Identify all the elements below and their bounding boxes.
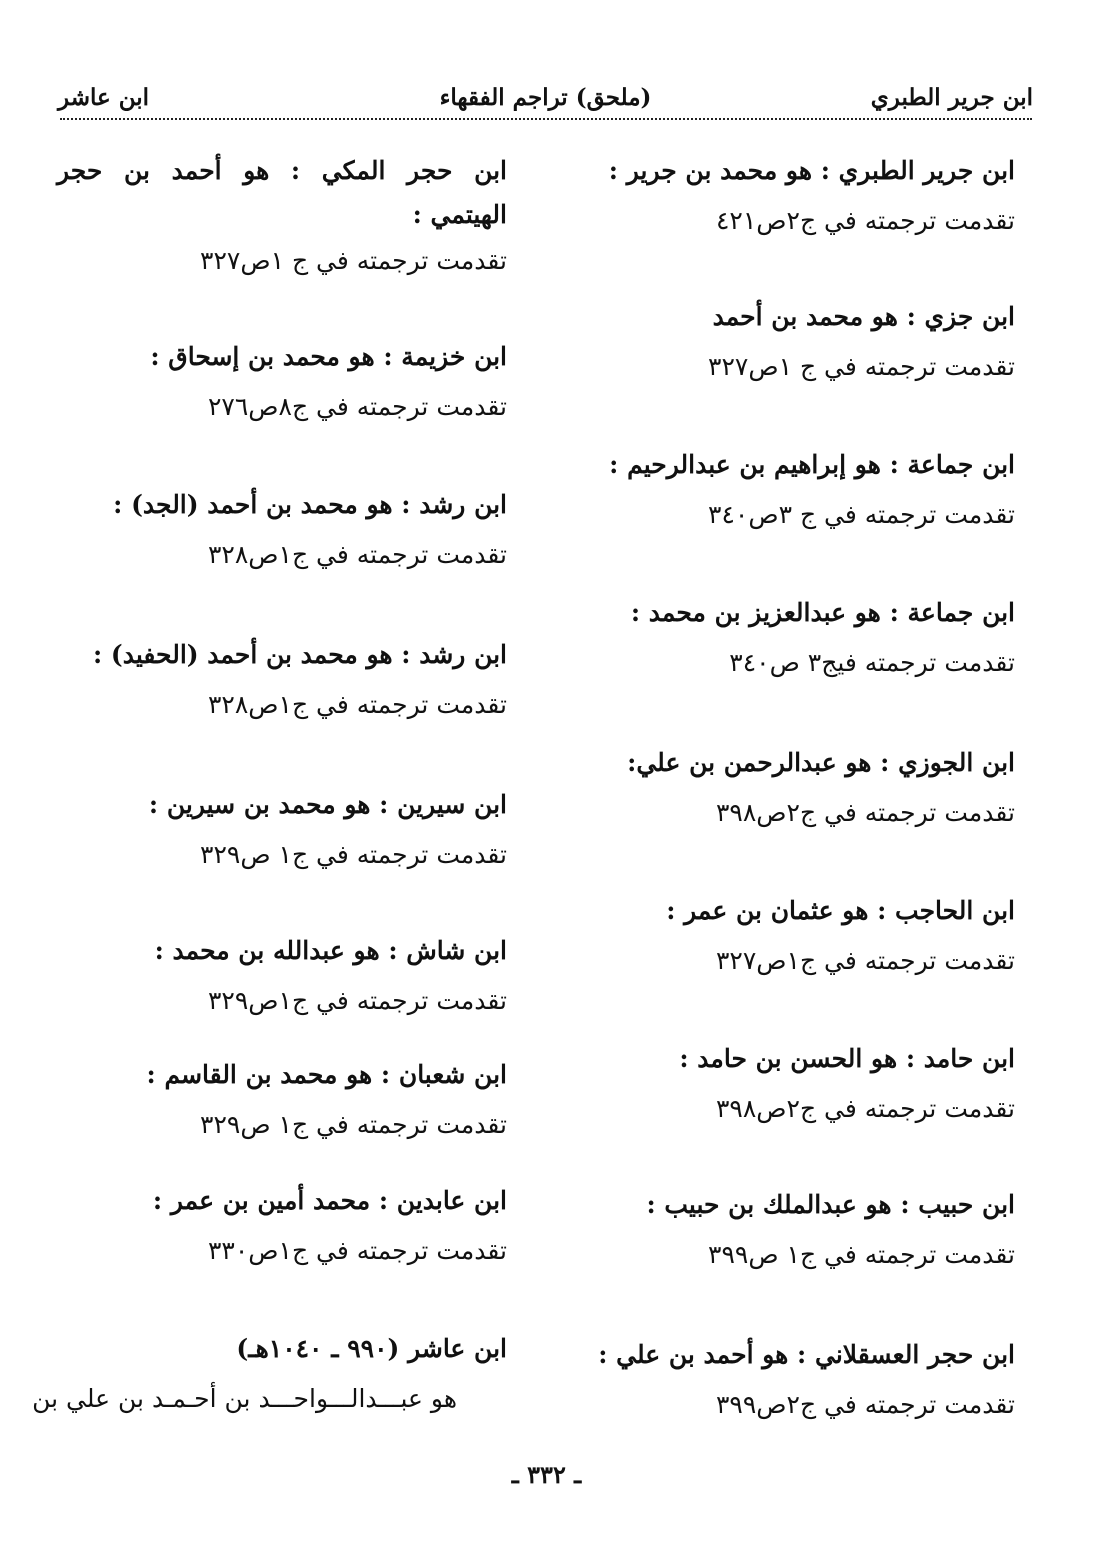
entry-ref: تقدمت ترجمته في ج٨ص٢٧٦ bbox=[207, 392, 507, 421]
entry-name: ابن رشد bbox=[419, 490, 507, 519]
entry: ابن جماعة : هو عبدالعزيز بن محمد : تقدمت ترجمته فيج٣ ص٣٤٠ bbox=[575, 588, 1015, 688]
entry-name: ابن جماعة bbox=[907, 598, 1015, 627]
entry: ابن حجر العسقلاني : هو أحمد بن علي : تقدمت ترجمته في ج٢ص٣٩٩ bbox=[575, 1330, 1015, 1430]
entry: ابن شعبان : هو محمد بن القاسم : تقدمت ترجمته في ج١ ص٣٢٩ bbox=[57, 1050, 507, 1150]
entry-name: ابن جماعة bbox=[907, 450, 1015, 479]
header-right-title: ابن جرير الطبري bbox=[870, 84, 1033, 111]
entry-ref: تقدمت ترجمته في ج١ ص٣٢٩ bbox=[200, 1110, 507, 1139]
entry-desc: هو أحمد بن علي : bbox=[598, 1340, 789, 1369]
header-left-title: ابن عاشر bbox=[58, 84, 150, 111]
entry: ابن جماعة : هو إبراهيم بن عبدالرحيم : تقدمت ترجمته في ج ٣ص٣٤٠ bbox=[575, 440, 1015, 540]
entry-name: ابن رشد bbox=[419, 640, 507, 669]
entry-ref: تقدمت ترجمته في ج٢ص٣٩٩ bbox=[715, 1390, 1015, 1419]
entry-name: ابن الحاجب bbox=[895, 896, 1015, 925]
entry-ref: تقدمت ترجمته فيج٣ ص٣٤٠ bbox=[729, 648, 1015, 677]
entry: ابن رشد : هو محمد بن أحمد (الجد) : تقدمت ترجمته في ج١ص٣٢٨ bbox=[57, 480, 507, 580]
entry-desc: محمد أمين بن عمر : bbox=[152, 1186, 371, 1215]
header-dotted-rule bbox=[60, 118, 1032, 120]
entry-ref: تقدمت ترجمته في ج ١ص٣٢٧ bbox=[708, 352, 1015, 381]
entry: ابن حبيب : هو عبدالملك بن حبيب : تقدمت ترجمته في ج١ ص٣٩٩ bbox=[575, 1180, 1015, 1280]
entry-ref: هو عبـــدالـــواحـــد بن أحـمـد بن علي بن bbox=[32, 1384, 457, 1413]
entry: ابن شاش : هو عبدالله بن محمد : تقدمت ترجمته في ج١ص٣٢٩ bbox=[57, 926, 507, 1026]
entry-ref: تقدمت ترجمته في ج١ص٣٢٨ bbox=[207, 690, 507, 719]
entry-desc: هو محمد بن إسحاق : bbox=[150, 342, 375, 371]
entry-desc: هو محمد بن أحمد (الحفيد) : bbox=[92, 640, 393, 669]
header-center-title: (ملحق) تراجم الفقهاء bbox=[439, 84, 652, 111]
entry: ابن عابدين : محمد أمين بن عمر : تقدمت ترجمته في ج١ص٣٣٠ bbox=[57, 1176, 507, 1276]
entry-ref: تقدمت ترجمته في ج ٣ص٣٤٠ bbox=[708, 500, 1015, 529]
entry-name: ابن حبيب bbox=[918, 1190, 1015, 1219]
page-number: ـ ٣٣٢ ـ bbox=[511, 1460, 582, 1489]
entry-name: ابن حجر العسقلاني bbox=[814, 1340, 1015, 1369]
entry-desc: هو الحسن بن حامد : bbox=[679, 1044, 898, 1073]
entry-desc: هو عبدالعزيز بن محمد : bbox=[630, 598, 881, 627]
entry-name: ابن الجوزي bbox=[898, 748, 1015, 777]
entry-desc: هو محمد بن أحمد bbox=[712, 302, 898, 331]
entry-ref: تقدمت ترجمته في ج١ ص٣٩٩ bbox=[708, 1240, 1015, 1269]
entry-name: ابن سيرين bbox=[397, 790, 507, 819]
entry-ref: تقدمت ترجمته في ج١ص٣٢٩ bbox=[207, 986, 507, 1015]
entry-desc: هو عثمان بن عمر : bbox=[666, 896, 869, 925]
entry: ابن جزي : هو محمد بن أحمد تقدمت ترجمته في ج ١ص٣٢٧ bbox=[575, 292, 1015, 392]
entry: ابن حجر المكي : هو أحمد بن حجر الهيتمي : تقدمت ترجمته في ج ١ص٣٢٧ bbox=[57, 146, 507, 286]
running-header bbox=[58, 84, 1033, 116]
entry: ابن حامد : هو الحسن بن حامد : تقدمت ترجمته في ج٢ص٣٩٨ bbox=[575, 1034, 1015, 1134]
entry-ref: تقدمت ترجمته في ج١ ص٣٢٩ bbox=[200, 840, 507, 869]
entry: ابن رشد : هو محمد بن أحمد (الحفيد) : تقدمت ترجمته في ج١ص٣٢٨ bbox=[57, 630, 507, 730]
entry: ابن سيرين : هو محمد بن سيرين : تقدمت ترجمته في ج١ ص٣٢٩ bbox=[57, 780, 507, 880]
entry-desc-continued: الهيتمي : bbox=[412, 200, 507, 229]
entry-ref: تقدمت ترجمته في ج ١ص٣٢٧ bbox=[200, 246, 507, 275]
entry-name: ابن عاشر bbox=[408, 1334, 507, 1363]
entry-name: ابن شاش bbox=[406, 936, 507, 965]
entry-ref: تقدمت ترجمته في ج٢ص٣٩٨ bbox=[715, 1094, 1015, 1123]
entry-name: ابن جزي bbox=[924, 302, 1015, 331]
entry-name: ابن شعبان bbox=[398, 1060, 507, 1089]
entry-desc: هو عبدالملك بن حبيب : bbox=[646, 1190, 892, 1219]
entry-name: ابن حجر المكي bbox=[321, 156, 507, 185]
entry-dates: (٩٩٠ ـ ١٠٤٠هـ) bbox=[236, 1334, 400, 1363]
entry-desc: هو محمد بن أحمد (الجد) : bbox=[113, 490, 393, 519]
entry-ref: تقدمت ترجمته في ج١ص٣٣٠ bbox=[207, 1236, 507, 1265]
entry-name: ابن حامد bbox=[923, 1044, 1015, 1073]
entry-desc: هو عبدالرحمن بن علي: bbox=[627, 748, 872, 777]
entry-name: ابن جرير الطبري bbox=[838, 156, 1015, 185]
entry-desc: هو عبدالله بن محمد : bbox=[154, 936, 380, 965]
entry-ref: تقدمت ترجمته في ج٢ص٣٩٨ bbox=[715, 798, 1015, 827]
entry: ابن الجوزي : هو عبدالرحمن بن علي: تقدمت ترجمته في ج٢ص٣٩٨ bbox=[575, 738, 1015, 838]
entry-desc: هو محمد بن سيرين : bbox=[148, 790, 371, 819]
entry-name: ابن عابدين bbox=[396, 1186, 507, 1215]
entry: ابن خزيمة : هو محمد بن إسحاق : تقدمت ترجمته في ج٨ص٢٧٦ bbox=[57, 332, 507, 432]
entry: ابن الحاجب : هو عثمان بن عمر : تقدمت ترجمته في ج١ص٣٢٧ bbox=[575, 886, 1015, 986]
entry-desc: هو أحمد بن حجر bbox=[57, 156, 270, 185]
entry-ref: تقدمت ترجمته في ج١ص٣٢٧ bbox=[715, 946, 1015, 975]
entry-desc: هو محمد بن جرير : bbox=[608, 156, 813, 185]
entry-desc: هو محمد بن القاسم : bbox=[146, 1060, 373, 1089]
entry-ref: تقدمت ترجمته في ج١ص٣٢٨ bbox=[207, 540, 507, 569]
entry: ابن جرير الطبري : هو محمد بن جرير : تقدمت ترجمته في ج٢ص٤٢١ bbox=[575, 146, 1015, 246]
entry-name: ابن خزيمة bbox=[401, 342, 507, 371]
entry-desc: هو إبراهيم بن عبدالرحيم : bbox=[609, 450, 881, 479]
entry bbox=[32, 1324, 507, 1424]
entry-ref: تقدمت ترجمته في ج٢ص٤٢١ bbox=[715, 206, 1015, 235]
